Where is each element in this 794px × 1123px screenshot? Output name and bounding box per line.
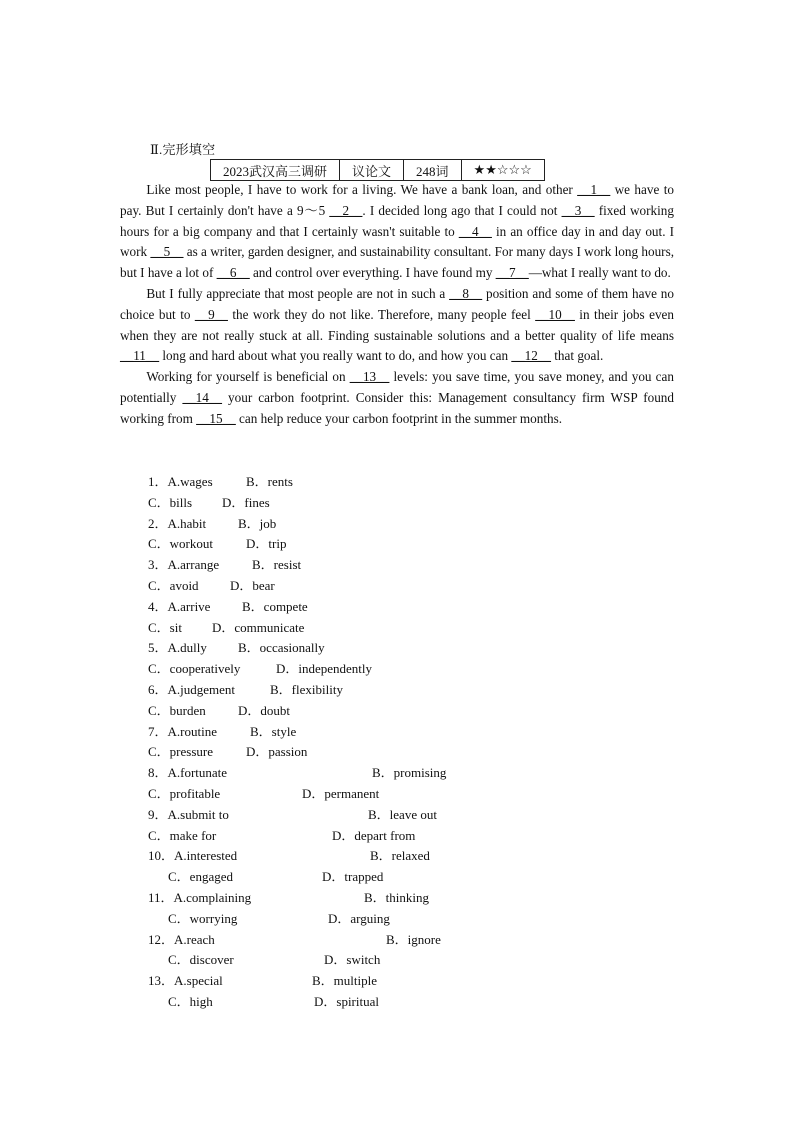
passage-text: . I decided long ago that I could not	[362, 202, 562, 218]
option-c[interactable]: C．bills	[148, 494, 193, 510]
option-row	[120, 514, 674, 535]
passage-text: in their jobs even when they are not really stuck at all. Finding sustainable solutions and a better quality of life means	[120, 306, 674, 343]
blank-slot: __5__	[150, 244, 184, 260]
blank-slot: __9__	[194, 306, 228, 322]
option-c[interactable]: C．worrying	[168, 910, 238, 926]
blank-slot: __12__	[511, 348, 551, 364]
blank-slot: __7__	[495, 265, 529, 281]
option-row	[120, 805, 674, 826]
option-b[interactable]: B．leave out	[368, 806, 437, 822]
option-d[interactable]: D．trip	[246, 536, 287, 552]
option-d[interactable]: D．passion	[246, 744, 308, 760]
option-row	[120, 909, 674, 930]
option-c[interactable]: C．sit	[148, 619, 182, 635]
option-a[interactable]: 12．A.reach	[148, 931, 215, 947]
option-c[interactable]: C．discover	[168, 952, 234, 968]
option-d[interactable]: D．trapped	[322, 869, 384, 885]
option-d[interactable]: D．fines	[222, 494, 270, 510]
passage-text: position and some of them have no choice but to	[120, 285, 674, 322]
blank-slot: __1__	[577, 182, 611, 197]
option-row	[120, 472, 674, 493]
option-row	[120, 867, 674, 888]
option-c[interactable]: C．burden	[148, 702, 206, 718]
option-b[interactable]: B．flexibility	[270, 681, 343, 697]
option-row	[120, 597, 674, 618]
passage-text: But I fully appreciate that most people are not in such a	[146, 285, 450, 301]
options-list	[120, 472, 674, 1013]
option-b[interactable]: B．job	[238, 515, 277, 531]
option-b[interactable]: B．multiple	[312, 973, 378, 989]
passage-text: Like most people, I have to work for a living. We have a bank loan, and other	[146, 182, 578, 197]
info-source: 2023武汉高三调研	[211, 160, 340, 181]
option-row	[120, 493, 674, 514]
option-row	[120, 534, 674, 555]
info-difficulty: ★★☆☆☆	[461, 160, 544, 181]
option-a[interactable]: 1．A.wages	[148, 474, 213, 489]
option-row	[120, 555, 674, 576]
passage-text: long and hard about what you really want to do, and how you can	[159, 348, 512, 364]
option-c[interactable]: C．high	[168, 993, 213, 1009]
option-row	[120, 742, 674, 763]
option-c[interactable]: C．profitable	[148, 785, 221, 801]
option-d[interactable]: D．communicate	[212, 619, 305, 635]
passage-text: Working for yourself is beneficial on	[146, 369, 350, 385]
option-c[interactable]: C．make for	[148, 827, 217, 843]
option-a[interactable]: 11．A.complaining	[148, 889, 252, 905]
option-row	[120, 950, 674, 971]
blank-slot: __13__	[349, 369, 390, 385]
option-d[interactable]: D．bear	[230, 577, 275, 593]
option-a[interactable]: 13．A.special	[148, 973, 223, 989]
option-row	[120, 784, 674, 805]
passage-text: the work they do not like. Therefore, many people feel	[227, 306, 536, 322]
info-table	[210, 159, 545, 181]
option-b[interactable]: B．rents	[246, 474, 293, 489]
blank-slot: __14__	[182, 389, 223, 405]
option-a[interactable]: 8．A.fortunate	[148, 765, 228, 781]
passage-text: can help reduce your carbon footprint in the summer months.	[235, 410, 563, 426]
option-d[interactable]: D．spiritual	[314, 993, 379, 1009]
option-c[interactable]: C．engaged	[168, 869, 233, 885]
option-d[interactable]: D．independently	[276, 661, 373, 677]
option-row	[120, 992, 674, 1013]
option-row	[120, 763, 674, 784]
blank-slot: __2__	[329, 202, 363, 218]
passage-text: that goal.	[550, 348, 604, 364]
option-d[interactable]: D．doubt	[238, 702, 291, 718]
cloze-passage	[120, 180, 674, 430]
option-row	[120, 576, 674, 597]
option-row	[120, 701, 674, 722]
passage-paragraph	[120, 367, 674, 429]
option-row	[120, 846, 674, 867]
option-b[interactable]: B．ignore	[386, 931, 441, 947]
blank-slot: __15__	[196, 410, 236, 426]
option-b[interactable]: B．occasionally	[238, 640, 325, 656]
option-row	[120, 638, 674, 659]
option-b[interactable]: B．thinking	[364, 889, 430, 905]
option-b[interactable]: B．promising	[372, 765, 447, 781]
option-b[interactable]: B．resist	[252, 557, 302, 573]
option-a[interactable]: 3．A.arrange	[148, 557, 220, 573]
option-d[interactable]: D．permanent	[302, 785, 380, 801]
option-b[interactable]: B．relaxed	[370, 848, 430, 864]
option-row	[120, 722, 674, 743]
option-a[interactable]: 7．A.routine	[148, 723, 217, 739]
option-d[interactable]: D．arguing	[328, 910, 390, 926]
option-a[interactable]: 9．A.submit to	[148, 806, 229, 822]
passage-paragraph	[120, 180, 674, 284]
option-a[interactable]: 6．A.judgement	[148, 681, 236, 697]
passage-text: and control over everything. I have found my	[249, 265, 496, 281]
option-row	[120, 971, 674, 992]
passage-text: levels: you save time, you save money, and you can potentially	[120, 369, 674, 405]
info-genre: 议论文	[340, 160, 404, 181]
option-c[interactable]: C．pressure	[148, 744, 213, 760]
blank-slot: __4__	[458, 223, 492, 239]
passage-text: fixed working hours for a big company and that I certainly wasn't suitable to	[120, 202, 674, 239]
passage-text: we have to pay. But I certainly don't have a 9～5	[120, 182, 675, 218]
option-row	[120, 680, 674, 701]
option-c[interactable]: C．cooperatively	[148, 661, 241, 677]
passage-text: your carbon footprint. Consider this: Management consultancy firm WSP found working from	[120, 389, 674, 426]
option-row	[120, 659, 674, 680]
passage-text: in an office day in and day out. I work	[120, 223, 674, 260]
option-c[interactable]: C．workout	[148, 536, 214, 552]
option-row	[120, 888, 674, 909]
option-row	[120, 618, 674, 639]
option-c[interactable]: C．avoid	[148, 577, 199, 593]
option-b[interactable]: B．compete	[242, 598, 308, 614]
option-row	[120, 930, 674, 951]
option-a[interactable]: 4．A.arrive	[148, 598, 211, 614]
option-a[interactable]: 5．A.dully	[148, 640, 207, 656]
option-a[interactable]: 2．A.habit	[148, 515, 207, 531]
option-d[interactable]: D．switch	[324, 952, 381, 968]
passage-text: —what I really want to do.	[528, 265, 671, 281]
option-row	[120, 826, 674, 847]
blank-slot: __3__	[561, 202, 595, 218]
option-d[interactable]: D．depart from	[332, 827, 416, 843]
info-word-count: 248词	[404, 160, 462, 181]
blank-slot: __11__	[120, 348, 160, 364]
blank-slot: __8__	[449, 285, 483, 301]
option-b[interactable]: B．style	[250, 723, 297, 739]
blank-slot: __6__	[216, 265, 250, 281]
passage-text: as a writer, garden designer, and sustainability consultant. For many days I work long hours, but I have a lot of	[120, 244, 674, 281]
section-title: Ⅱ.完形填空	[150, 142, 216, 157]
option-a[interactable]: 10．A.interested	[148, 848, 238, 864]
blank-slot: __10__	[535, 306, 575, 322]
passage-paragraph	[120, 284, 674, 367]
